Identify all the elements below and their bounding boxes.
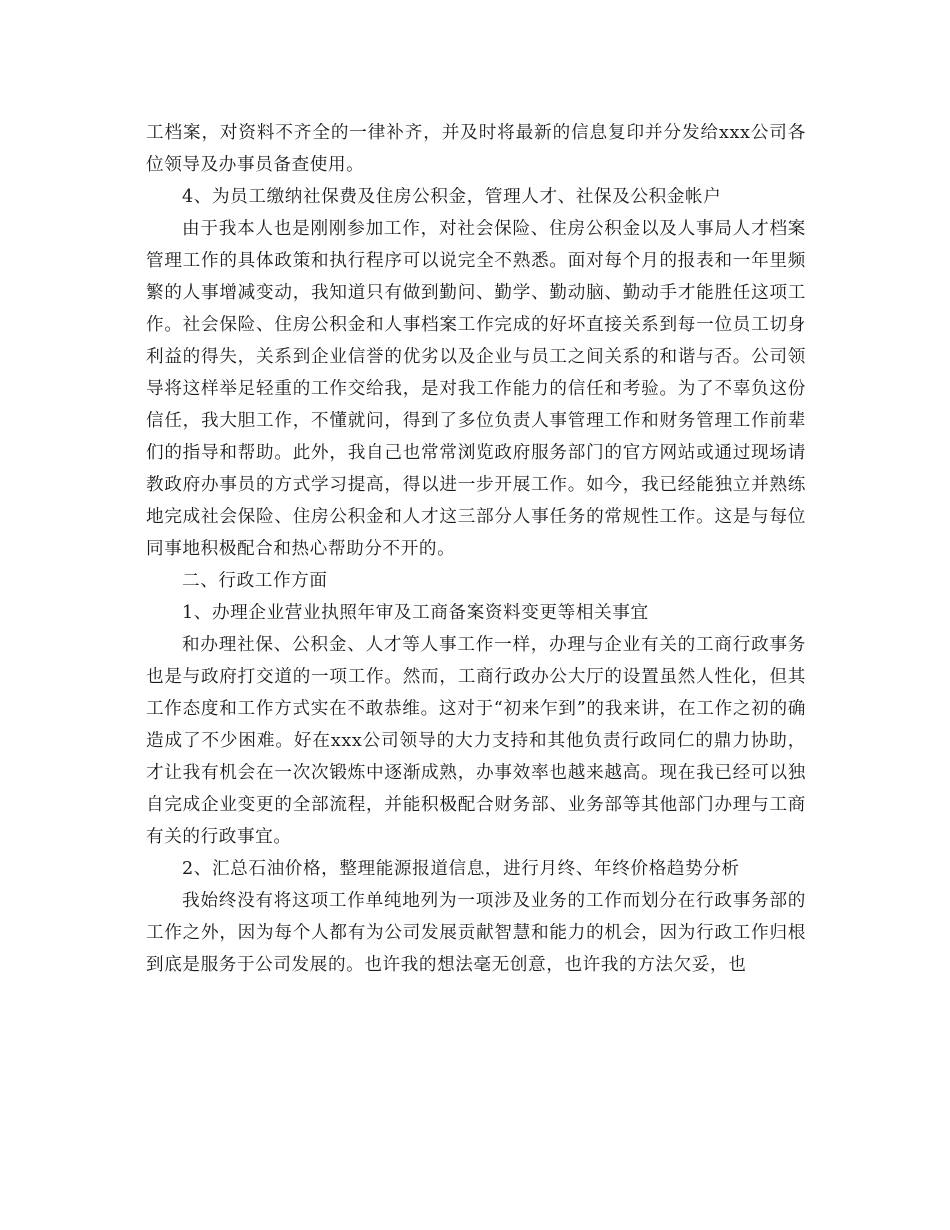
paragraph-heading-item-2: 2、汇总石油价格，整理能源报道信息，进行月终、年终价格趋势分析 (182, 859, 740, 879)
document-body (146, 117, 806, 981)
paragraph-continuation: 工档案，对资料不齐全的一律补齐，并及时将最新的信息复印并分发给xxx公司各位领导及办事员备查使用。 (146, 123, 806, 175)
paragraph-heading-item-4: 4、为员工缴纳社保费及住房公积金，管理人才、社保及公积金帐户 (182, 187, 722, 207)
paragraph-heading-item-1: 1、办理企业营业执照年审及工商备案资料变更等相关事宜 (182, 603, 649, 623)
section-heading-administration: 二、行政工作方面 (182, 571, 328, 591)
paragraph-body-business-affairs: 和办理社保、公积金、人才等人事工作一样，办理与企业有关的工商行政事务也是与政府打交道的一项工作。然而，工商行政办公大厅的设置虽然人性化，但其工作态度和工作方式实在不敢恭维。这对于“初来乍到”的我来讲，在工作之初的确造成了不少困难。好在xxx公司领导的大力支持和其他负责行政同仁的鼎力协助，才让我有机会在一次次锻炼中逐渐成熟，办事效率也越来越高。现在我已经可以独自完成企业变更的全部流程，并能积极配合财务部、业务部等其他部门办理与工商有关的行政事宜。 (146, 635, 806, 847)
paragraph-body-oil-price: 我始终没有将这项工作单纯地列为一项涉及业务的工作而划分在行政事务部的工作之外，因为每个人都有为公司发展贡献智慧和能力的机会，因为行政工作归根到底是服务于公司发展的。也许我的想法毫无创意，也许我的方法欠妥，也 (146, 891, 806, 975)
paragraph-body-social-insurance: 由于我本人也是刚刚参加工作，对社会保险、住房公积金以及人事局人才档案管理工作的具体政策和执行程序可以说完全不熟悉。面对每个月的报表和一年里频繁的人事增减变动，我知道只有做到勤问、勤学、勤动脑、勤动手才能胜任这项工作。社会保险、住房公积金和人事档案工作完成的好坏直接关系到每一位员工切身利益的得失，关系到企业信誉的优劣以及企业与员工之间关系的和谐与否。公司领导将这样举足轻重的工作交给我，是对我工作能力的信任和考验。为了不辜负这份信任，我大胆工作，不懂就问，得到了多位负责人事管理工作和财务管理工作前辈们的指导和帮助。此外，我自己也常常浏览政府服务部门的官方网站或通过现场请教政府办事员的方式学习提高，得以进一步开展工作。如今，我已经能独立并熟练地完成社会保险、住房公积金和人才这三部分人事任务的常规性工作。这是与每位同事地积极配合和热心帮助分不开的。 (146, 219, 806, 559)
